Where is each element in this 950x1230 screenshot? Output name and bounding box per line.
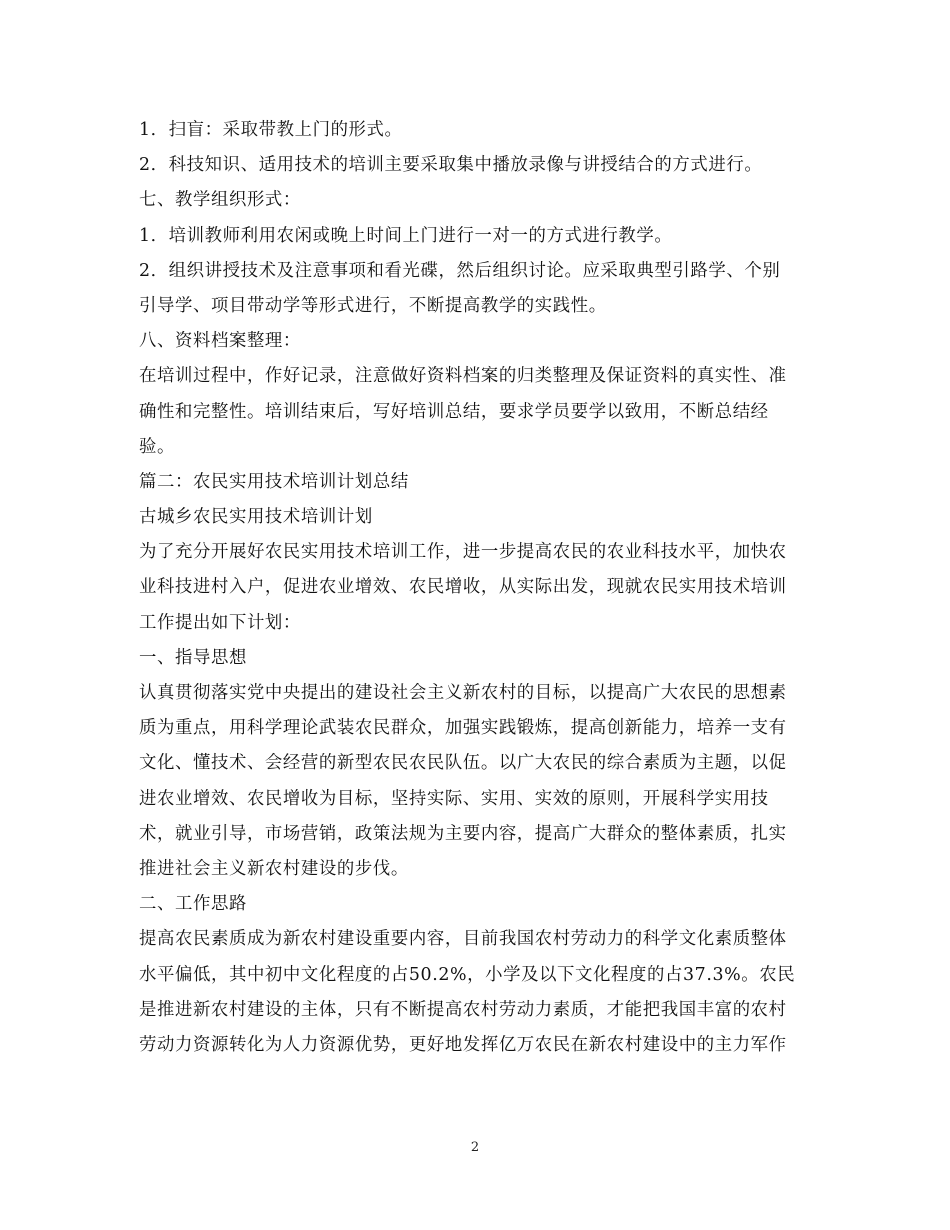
section-heading: 八、资料档案整理：	[139, 331, 301, 352]
text-line: 在培训过程中，作好记录，注意做好资料档案的归类整理及保证资料的真实性、准	[139, 366, 787, 387]
section-heading: 一、指导思想	[139, 647, 247, 668]
text-line: 为了充分开展好农民实用技术培训工作，进一步提高农民的农业科技水平，加快农	[139, 542, 787, 563]
text-line: 文化、懂技术、会经营的新型农民农民队伍。以广大农民的综合素质为主题，以促	[139, 753, 787, 774]
text-line: 是推进新农村建设的主体，只有不断提高农村劳动力素质，才能把我国丰富的农村	[139, 999, 787, 1020]
text-line: 进农业增效、农民增收为目标，坚持实际、实用、实效的原则，开展科学实用技	[139, 788, 769, 809]
document-body	[139, 113, 819, 1063]
text-line: 质为重点，用科学理论武装农民群众，加强实践锻炼，提高创新能力，培养一支有	[139, 718, 787, 739]
page-number: 2	[470, 1140, 480, 1155]
section-heading: 七、教学组织形式：	[139, 190, 301, 211]
text-line: 提高农民素质成为新农村建设重要内容，目前我国农村劳动力的科学文化素质整体	[139, 929, 787, 950]
text-line: 引导学、项目带动学等形式进行，不断提高教学的实践性。	[139, 295, 607, 316]
text-line: 验。	[139, 436, 175, 457]
chapter-title: 篇二：农民实用技术培训计划总结	[139, 471, 409, 492]
text-line: 2．科技知识、适用技术的培训主要采取集中播放录像与讲授结合的方式进行。	[139, 155, 763, 176]
text-line: 认真贯彻落实党中央提出的建设社会主义新农村的目标，以提高广大农民的思想素	[139, 683, 787, 703]
text-line: 水平偏低，其中初中文化程度的占50.2%，小学及以下文化程度的占37.3%。农民	[139, 964, 796, 985]
plan-title: 古城乡农民实用技术培训计划	[139, 507, 373, 528]
text-line: 1．培训教师利用农闲或晚上时间上门进行一对一的方式进行教学。	[139, 225, 673, 246]
text-line: 工作提出如下计划：	[139, 612, 301, 633]
text-line: 业科技进村入户，促进农业增效、农民增收，从实际出发，现就农民实用技术培训	[139, 577, 787, 598]
text-line: 劳动力资源转化为人力资源优势，更好地发挥亿万农民在新农村建设中的主力军作	[139, 1034, 787, 1055]
text-line: 确性和完整性。培训结束后，写好培训总结，要求学员要学以致用，不断总结经	[139, 401, 769, 422]
text-line: 术，就业引导，市场营销，政策法规为主要内容，提高广大群众的整体素质，扎实	[139, 823, 787, 844]
text-line: 2．组织讲授技术及注意事项和看光碟，然后组织讨论。应采取典型引路学、个别	[139, 260, 781, 281]
text-line: 推进社会主义新农村建设的步伐。	[139, 858, 409, 879]
section-heading: 二、工作思路	[139, 894, 247, 915]
text-line: 1．扫盲：采取带教上门的形式。	[139, 120, 403, 140]
